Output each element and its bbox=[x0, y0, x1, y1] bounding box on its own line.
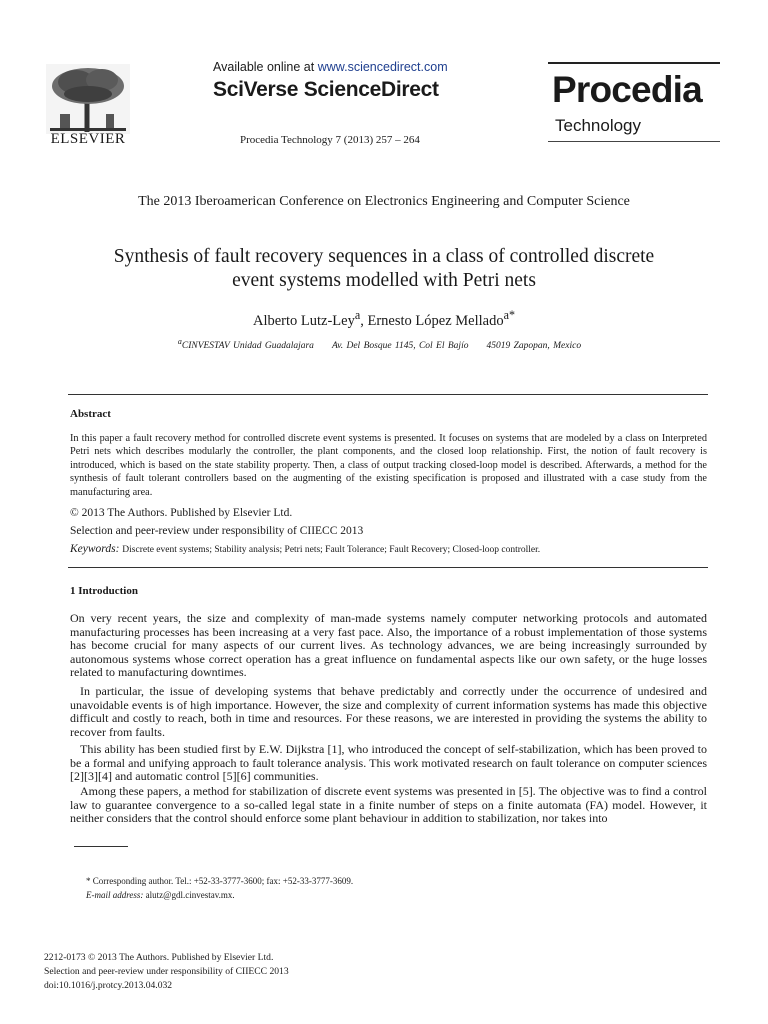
affiliation-street: Av. Del Bosque 1145, Col El Bajío bbox=[331, 341, 469, 352]
corresponding-author-note: * Corresponding author. Tel.: +52-33-3777-3600; fax: +52-33-3777-3609. bbox=[86, 876, 354, 886]
abstract-heading: Abstract bbox=[70, 408, 111, 420]
intro-paragraph-2: In particular, the issue of developing systems that behave predictably and correctly under the occurrence of undesired and unavoidable events is of high importance. However, the size and complexity of current information systems has made this objective difficult and costly to reach, both in time and resources. For these reasons, we are interested in providing the systems the ability to recover from faults. bbox=[70, 684, 707, 739]
platform-name: SciVerse ScienceDirect bbox=[213, 78, 439, 101]
sciencedirect-link[interactable]: www.sciencedirect.com bbox=[317, 60, 448, 74]
available-prefix: Available online at bbox=[213, 60, 318, 74]
keywords-line bbox=[70, 543, 540, 555]
availability-line bbox=[213, 60, 448, 74]
author-2-affil: a* bbox=[503, 308, 515, 322]
intro-paragraph-1: On very recent years, the size and complexity of man-made systems namely computer networking protocols and automated manufacturing processes has been increasing at a very fast pace. Also, the importance of a robust implementation of those systems has become crucial for many aspects of our current lives. As technology advances, we are being increasingly surrounded by autonomous systems whose correct operation has a great influence on fundamental aspects like our own safety, or the huge losses related to manufacturing downtimes. bbox=[70, 611, 707, 680]
email-note bbox=[86, 890, 235, 900]
journal-citation: Procedia Technology 7 (2013) 257 – 264 bbox=[240, 134, 420, 146]
journal-logo-top-rule bbox=[548, 62, 720, 64]
section-heading-introduction: 1 Introduction bbox=[70, 585, 138, 597]
conference-name: The 2013 Iberoamerican Conference on Electronics Engineering and Computer Science bbox=[138, 194, 630, 209]
footnote-rule bbox=[74, 846, 128, 847]
author-list bbox=[0, 308, 768, 330]
abstract-top-rule bbox=[68, 394, 708, 395]
author-1: Alberto Lutz-Ley bbox=[252, 312, 355, 329]
footer-issn: 2212-0173 © 2013 The Authors. Published by Elsevier Ltd. bbox=[44, 952, 274, 963]
footer-doi[interactable]: doi:10.1016/j.protcy.2013.04.032 bbox=[44, 980, 173, 991]
peer-review-line: Selection and peer-review under responsibility of CIIECC 2013 bbox=[70, 525, 364, 537]
title-line-1: Synthesis of fault recovery sequences in a class of controlled discrete bbox=[113, 246, 655, 267]
journal-logo-bottom-rule bbox=[548, 141, 720, 142]
journal-logo-name: Procedia bbox=[552, 69, 702, 110]
footer-peer-review: Selection and peer-review under responsibility of CIIECC 2013 bbox=[44, 966, 289, 977]
affiliation bbox=[0, 337, 768, 351]
intro-paragraph-4: Among these papers, a method for stabilization of discrete event systems was presented in [5]. The objective was to find a control law to guarantee convergence to a so-called legal state in a finite number of steps on a finite automata (FA) model. However, it neither considers that the control should enforce some plant behaviour in addition to stabilization, nor takes into bbox=[70, 784, 707, 826]
author-1-affil: a bbox=[354, 308, 361, 322]
author-2: Ernesto López Mellado bbox=[367, 312, 504, 329]
email-label: E-mail address: bbox=[86, 890, 144, 900]
copyright-line: © 2013 The Authors. Published by Elsevier Ltd. bbox=[70, 507, 293, 519]
affiliation-institution: CINVESTAV Unidad Guadalajara bbox=[181, 341, 314, 352]
affiliation-mark: a bbox=[177, 337, 182, 346]
keywords-label: Keywords: bbox=[70, 543, 120, 555]
abstract-bottom-rule bbox=[68, 567, 708, 568]
intro-paragraph-3: This ability has been studied first by E.W. Dijkstra [1], who introduced the concept of self-stabilization, which has been proved to be a formal and unifying approach to fault tolerance analysis. This work motivated research on fault tolerance on computer sciences [2][3][4] and automatic control [5][6] communities. bbox=[70, 742, 707, 784]
keywords-values: Discrete event systems; Stability analysis; Petri nets; Fault Tolerance; Fault Recovery; Closed-loop controller. bbox=[122, 545, 541, 555]
journal-logo-subtitle: Technology bbox=[555, 116, 642, 135]
title-line-2: event systems modelled with Petri nets bbox=[232, 270, 536, 291]
author-separator: , bbox=[360, 312, 368, 329]
affiliation-city: 45019 Zapopan, Mexico bbox=[486, 341, 582, 352]
paper-title bbox=[60, 245, 708, 293]
publisher-name: ELSEVIER bbox=[50, 131, 126, 147]
email-address[interactable]: alutz@gdl.cinvestav.mx. bbox=[145, 890, 235, 900]
elsevier-tree-logo bbox=[46, 64, 130, 134]
abstract-text: In this paper a fault recovery method for controlled discrete event systems is presented. It focuses on systems that are modeled by a class on Interpreted Petri nets which describes modularly the controller, the plant components, and the closed loop relationship. First, the notion of fault recovery is introduced, which is based on the state stability property. Then, a class of output tracking closed-loop model is described. Afterwards, a method for the synthesis of fault tolerant controllers based on the augmenting of the existing specification is proposed and illustrated with a case study from the manufacturing area. bbox=[70, 433, 707, 498]
